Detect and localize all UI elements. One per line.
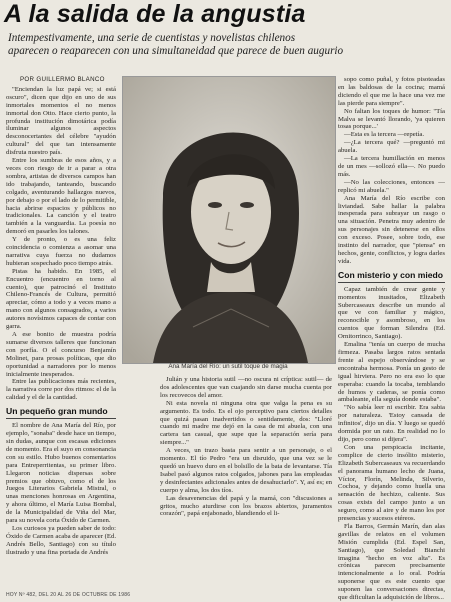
paragraph: Y de pronto, o es una feliz coincidencia o comienza a asomar una narrativa cuya fuerza no dudamos hubieran sospechado poco tiempo atrás. [6,236,116,267]
paragraph: "No sabía leer ni escribir. Era sabia por naturaleza. 'Estoy cansada de infinitos', dijo un día. Y luego se quedó dormida por un rato. En realidad no lo dijo, pero como si dijera". [338,404,445,443]
paragraph: Entre los sumbras de esos años, y a veces con riesgo de ir a parar a otra sombra, artistas de diversos campos han ido trabajando, tanteando, buscando colgado, aventurando hallazgos nuevos, por debajo o por el lado de lo permitible, hacia abrirse espacios y públicos no tradicionales. La canción y el teatro también a la vanguardia. La poesía no demoró en pasarles los talones. [6,157,116,236]
paragraph: sopo como puñal, y fotos pisoteadas en las baldosas de la cocina; mamá diciendo el que me la hace una vez me las pierde para siempre". [338,76,445,107]
paragraph: Fla Barros, Germán Marín, dan alas gavillas de relatos en el volumen Misión cumplida (Ed. Espel San, Santiago), que Soledad Bianchi imagina "hecho en voz alta". Es crónicas parecen precisamente intencionalmente a lo oral. Podría suponerse que es este cuento que suponen las conversaciones directas, que dificultan la adquisición de libros... [338,522,445,602]
photo-caption: Ana María del Río: un sutil toque de magia [168,363,288,370]
subheadline-line-2: aparecen o reaparecen con una simultaneidad que parece de buen augurio [8,45,344,57]
paragraph: Ni esta novela ni ninguna otra que valga la pena es su argumento. Es todo. Es el ojo perceptivo para ciertos detalles que quizá pasan inadvertidos o sentidamente, dos: "Lloré cuando mi madre me dejó en la casa de mi abuela, con una cartera tan casual, que supe que la separación sería para siempre..." [160,399,332,447]
paragraph: Capaz también de crear gente y momentos inusitados, Elizabeth Subercaseaux describe un mundo al que ve con familiar y mágico, reconocible y asombroso, en los cuentos que forman Silendra (Ed. Ornitorrinco, Santiago). [338,285,445,341]
column-right [338,76,445,602]
paragraph: "Enciendan la luz papá ve; si está oscuro", dicen que dijo en uno de sus inmortales momentos el no menos inmortal don Otto. Hace cierto punto, la profunda institución dimotárica podía iluminar algunos aspectos desconocertantes del célebre "ayudón cultural" del que tan intensamente disfruta nuestro país. [6,85,116,157]
paragraph: —La tercera humillación en menos de un mes —sollozó ella—. No puedo más. [338,155,445,178]
column-left [6,76,116,590]
paragraph: —¿La tercera qué? —preguntó mi abuela. [338,139,445,155]
paragraph: —Esta es la tercera —repetía. [344,131,425,139]
paragraph: Los curiosos ya pueden saber de todo: Óxido de Carmen acaba de aparecer (Ed. Andrés Bello, Santiago) con su título ilustrado y una fina portada de Andrés [6,524,116,556]
subheadline [8,32,445,58]
paragraph: Con una perspicacia incitante, complice de cierto insólito misterio, Elizabeth Subercaseaux va recuerdando el panorama humano lecho de Juana, Víctor, Florín, Melinda, Silverio, Cochoa, y dejando como huella una sensación de hechizo, caliente. Sus cosas exists del campo junto a un seguro, como al aire y de mano los por presencias y sucesos etéreos. [338,443,445,523]
section-heading: Un pequeño gran mundo [6,406,116,419]
paragraph: A ese bonito de muestra podría sumarse diversos talleres que funcionan con porfía. O el concurso Benjamín Molinet, para prosas políticas, que dio oportunidad a narradores por lo menos inicialmente inesperados. [6,331,116,378]
author-photo [122,76,336,364]
paragraph: No faltan los toques de humor: "Tía Malva se levantó llorando, 'ya quieren tosas porque...' [338,107,445,131]
paragraph: Pistas ha habido. En 1985, el Encuentro (encuentro en torno al cuento), que patrocinó el Instituto Chileno-Francés de Cultura, permitió apreciar, cómo a todo y a veces mano a mano con algunos consagrados, a varios autores novísimos capaces de contar con garra. [6,267,116,331]
byline: POR GUILLERMO BLANCO [20,76,105,83]
paragraph: A veces, un trazo basta para sentir a un personaje, o el momento. El tío Pedro "era un disruido, que una vez se le quedó un huevo duro en el bolsillo de la bata de levantarse. Tía Isabel pasó algunos ratos colgados, jabones para las empleadas y desinfectantes adicionales antes de desahuciarlo". Y, así es; en cuerpo y alma, los dos tíos. [160,447,332,494]
paragraph: El nombre de Ana María del Río, por ejemplo, "sonaba" desde hace un tiempo, sin dudas, aunque con escasas ediciones de momento. Era el suyo en consonancia con su estilo. Hubo buenos comentarios para Entreperritentas, su primer libro. Llegaron noticias dispersas sobre premios que obtuvo, como el de los Juegos Literarios Gabriela Mistral, o unas menciones honrosas en Argentina, y ahora último, el María Luisa Bombal, de la Municipalidad de Viña del Mar, para su novela corta Óxido de Carmen. [6,422,117,525]
paragraph: Emalina "tenía un cuerpo de mucha firmeza. Pasaba largos ratos sentada frente al espejo observándose y se encontraba hermosa. Ponía un gesto de igual hirviera. Pero no era eso lo que esperaba: cuando la tocaba, temblando de humos y caderas, se ponía como ambaleante, ella seguía donde estaba". [338,341,445,404]
paragraph: —No las colecciones, entonces —replicó mi abuela." [338,178,445,194]
paragraph: Julián y una historia sutil —no oscura ni críptica: sutil— de dos adolescentes que van cuajando sin darse mucha cuenta por los recovecos del amor. [160,376,332,399]
paragraph: Entre las publicaciones más recientes, la narrativa corre por dos ritmos: el de la calidad y el de la cantidad. [6,378,116,402]
portrait-illustration [123,77,335,363]
page-footer: HOY Nº 482, DEL 20 AL 26 DE OCTUBRE DE 1986 [6,592,131,598]
column-middle [160,376,332,590]
headline: A la salida de la angustia [4,0,306,28]
paragraph: Ana María del Río escribe con liviandad. Sabe hallar la palabra inesperada para subrayar un rasgo o una situación. Penetra muy adentro de sus personajes sin detenerse en ellos con exceso. Posee, sobre todo, ese instinto del narrador, que "piensa" en hechos, gente, conflictos, y logra darles vida. [338,194,445,265]
section-heading: Con misterio y con miedo [338,270,445,283]
subheadline-line-1: Intempestivamente, una serie de cuentistas y novelistas chilenos [8,32,296,44]
paragraph: Las desavenencias del papá y la mamá, con "discusiones a gritos, mucho aturdirse con los brazos abiertos, juramentos corazón", papá enjabonado, blandiendo el li- [160,494,332,518]
